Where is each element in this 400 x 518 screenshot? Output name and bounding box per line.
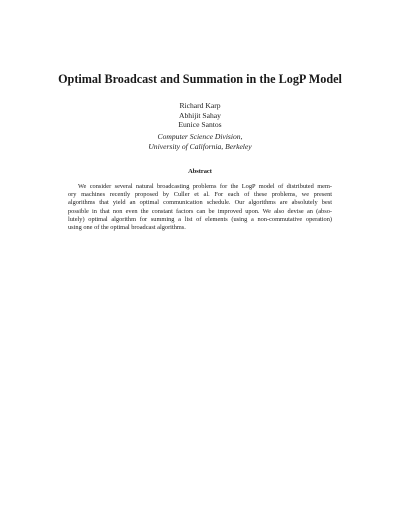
affiliation-line: Computer Science Division, [157, 132, 243, 141]
abstract-heading: Abstract [188, 168, 212, 175]
abstract-line: lutely) optimal algorithm for summing a list of elements (using a non-commutative operation) [68, 215, 332, 223]
author-name: Abhijit Sahay [179, 110, 221, 120]
abstract-body [68, 183, 332, 232]
abstract-line: possible in that non even the constant factors can be improved upon. We also devise an (abso- [68, 207, 332, 215]
abstract-line: using one of the optimal broadcast algorithms. [68, 223, 186, 231]
author-name: Richard Karp [179, 101, 221, 110]
author-name: Eunice Santos [178, 120, 222, 130]
affiliation-line: University of California, Berkeley [148, 141, 252, 151]
abstract-line: We consider several natural broadcasting problems for the LogP model of distributed mem- [78, 183, 332, 190]
abstract-line: algorithms that yield an optimal communication schedule. Our algorithms are absolutely best [68, 199, 332, 207]
author-list [0, 101, 400, 130]
abstract-line: ory machines recently proposed by Culler et al. For each of these problems, we present [68, 191, 332, 199]
author-affiliation [0, 132, 400, 151]
paper-title: Optimal Broadcast and Summation in the LogP Model [58, 72, 342, 86]
